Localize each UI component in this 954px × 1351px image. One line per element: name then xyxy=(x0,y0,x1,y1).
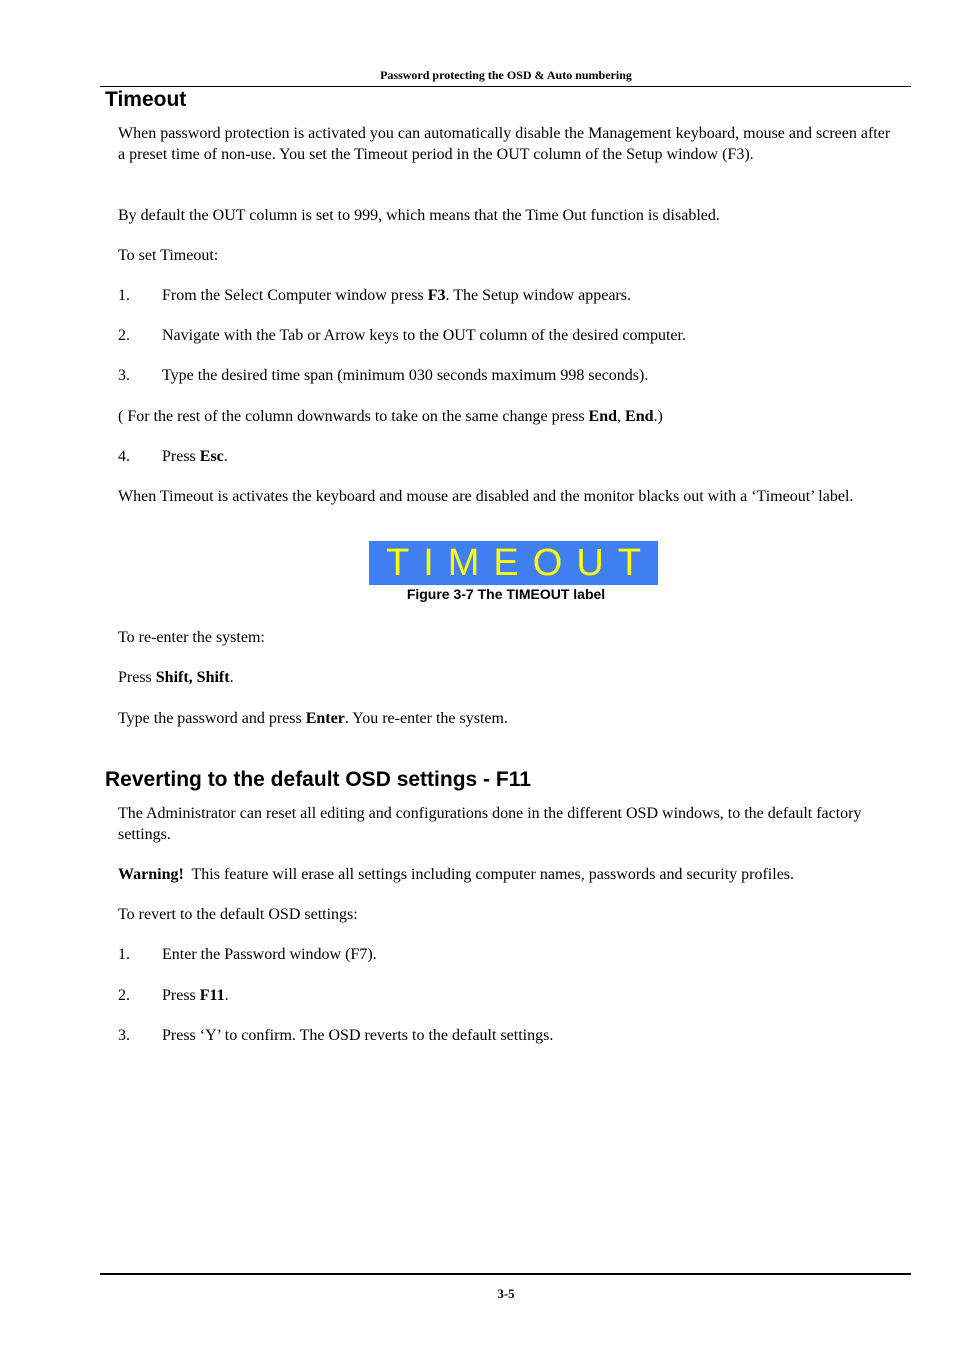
revert-step-2: Press F11. xyxy=(162,987,229,1004)
warning-paragraph: Warning! This feature will erase all settings including computer names, passwords and security profiles. xyxy=(118,866,795,883)
timeout-paragraph-2: By default the OUT column is set to 999, which means that the Time Out function is disabled. xyxy=(118,207,720,224)
footer-rule xyxy=(100,1273,911,1275)
timeout-paragraph-6: Press Shift, Shift. xyxy=(118,669,234,686)
step-number: 4. xyxy=(118,448,130,465)
timeout-paragraph-3: To set Timeout: xyxy=(118,247,219,264)
page-number: 3-5 xyxy=(497,1286,515,1301)
timeout-paragraph-1: When password protection is activated you can automatically disable the Management keyboard, mouse and screen after a preset time of non-use. You set the Timeout period in the OUT column of the Setup window (F3). xyxy=(118,125,891,163)
section-heading-revert: Reverting to the default OSD settings - F11 xyxy=(105,768,531,791)
step-number: 1. xyxy=(118,946,130,963)
header-rule xyxy=(100,86,911,87)
step-number: 2. xyxy=(118,327,130,344)
step-number: 1. xyxy=(118,287,130,304)
timeout-paragraph-5: To re-enter the system: xyxy=(118,629,265,646)
timeout-label-figure: TIMEOUT xyxy=(369,541,658,585)
revert-paragraph-2: To revert to the default OSD settings: xyxy=(118,906,358,923)
revert-paragraph-1: The Administrator can reset all editing and configurations done in the different OSD windows, to the default factory settings. xyxy=(118,805,862,843)
revert-step-1: Enter the Password window (F7). xyxy=(162,946,377,963)
revert-step-3: Press ‘Y’ to confirm. The OSD reverts to the default settings. xyxy=(162,1027,554,1044)
timeout-step-3: Type the desired time span (minimum 030 seconds maximum 998 seconds). xyxy=(162,367,649,384)
section-heading-timeout: Timeout xyxy=(105,88,187,111)
timeout-step-2: Navigate with the Tab or Arrow keys to the OUT column of the desired computer. xyxy=(162,327,686,344)
running-header: Password protecting the OSD & Auto numbering xyxy=(380,68,632,82)
step-number: 2. xyxy=(118,987,130,1004)
step-number: 3. xyxy=(118,1027,130,1044)
timeout-paragraph-7: Type the password and press Enter. You re-enter the system. xyxy=(118,710,508,727)
figure-caption: Figure 3-7 The TIMEOUT label xyxy=(406,586,606,602)
step-number: 3. xyxy=(118,367,130,384)
timeout-step-4: Press Esc. xyxy=(162,448,228,465)
timeout-note: ( For the rest of the column downwards to take on the same change press End, End.) xyxy=(118,408,663,425)
timeout-step-1: From the Select Computer window press F3. The Setup window appears. xyxy=(162,287,631,304)
timeout-paragraph-4: When Timeout is activates the keyboard and mouse are disabled and the monitor blacks out with a ‘Timeout’ label. xyxy=(118,488,854,505)
